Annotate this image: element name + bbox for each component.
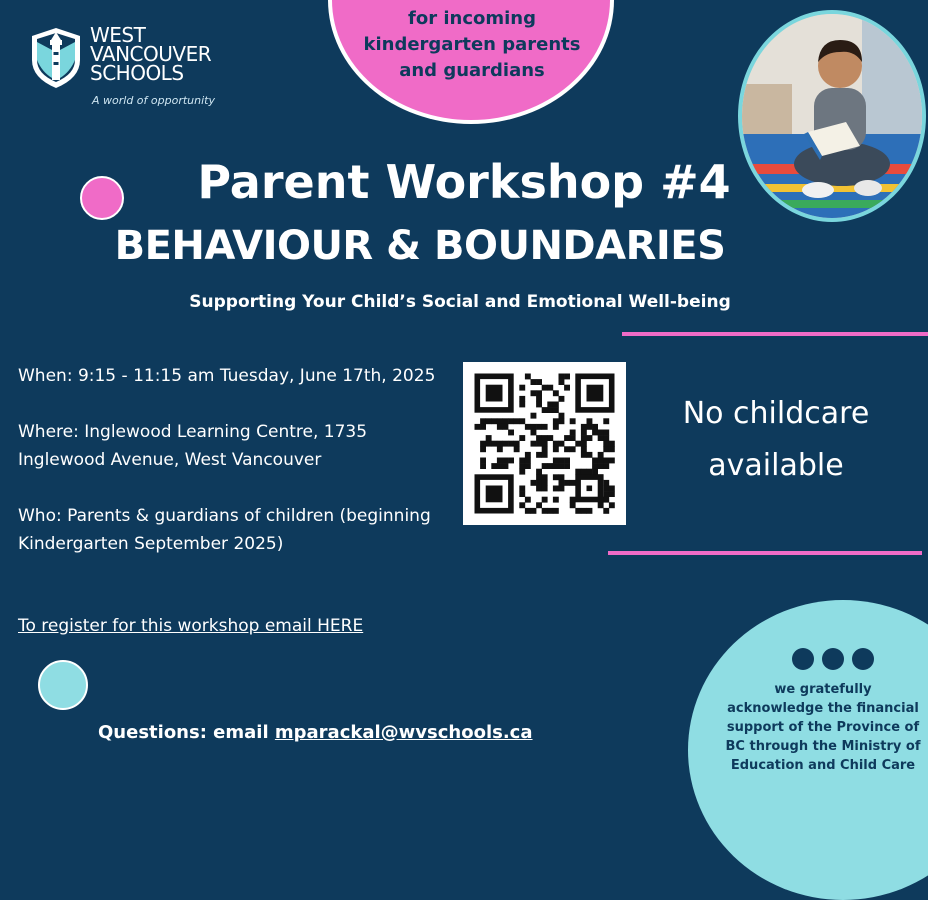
event-where: Where: Inglewood Learning Centre, 1735 Inglewood Avenue, West Vancouver — [18, 422, 368, 470]
audience-line-2: kindergarten parents — [363, 34, 581, 55]
ack-line-4: BC through the Ministry of — [725, 739, 921, 754]
logo-line-1: WEST — [90, 23, 146, 47]
contact-email-link[interactable]: mparackal@wvschools.ca — [274, 722, 533, 743]
childcare-line-1: No childcare — [682, 396, 870, 431]
ack-line-1: we gratefully — [774, 682, 872, 697]
workshop-title: Parent Workshop #4 — [197, 155, 731, 209]
logo-tagline: A world of opportunity — [92, 94, 215, 107]
event-when: When: 9:15 - 11:15 am Tuesday, June 17th, 2025 — [18, 366, 436, 386]
audience-line-3: and guardians — [399, 60, 545, 81]
questions-contact — [98, 718, 533, 748]
decorative-cyan-dot — [38, 660, 88, 710]
audience-text — [342, 6, 602, 84]
ellipsis-dot — [822, 648, 844, 670]
logo-line-2: VANCOUVER — [90, 42, 212, 66]
childcare-notice — [640, 388, 912, 492]
event-who: Who: Parents & guardians of children (beginning Kindergarten September 2025) — [18, 506, 431, 554]
ellipsis-dot — [852, 648, 874, 670]
register-link[interactable]: To register for this workshop email HERE — [18, 616, 364, 636]
workshop-subtitle: Supporting Your Child’s Social and Emotional Well-being — [189, 292, 731, 312]
ack-line-3: support of the Province of — [726, 720, 920, 735]
childcare-line-2: available — [708, 448, 844, 483]
divider-upper — [622, 332, 928, 336]
ellipsis-dot — [792, 648, 814, 670]
ellipsis-icon — [792, 648, 876, 672]
ack-line-5: Education and Child Care — [730, 758, 916, 773]
questions-label: Questions: email — [98, 722, 275, 743]
event-details — [18, 362, 458, 586]
divider-lower — [608, 551, 922, 555]
registration-qr-code[interactable] — [463, 362, 626, 525]
audience-line-1: for incoming — [408, 8, 536, 29]
school-logo — [28, 23, 228, 112]
acknowledgement-text — [714, 680, 928, 775]
lighthouse-shield-icon — [28, 26, 84, 90]
logo-wordmark — [90, 23, 212, 85]
qr-code-icon — [463, 362, 626, 525]
workshop-topic: BEHAVIOUR & BOUNDARIES — [114, 223, 726, 269]
logo-line-3: SCHOOLS — [90, 61, 184, 85]
ack-line-2: acknowledge the financial — [727, 701, 919, 716]
